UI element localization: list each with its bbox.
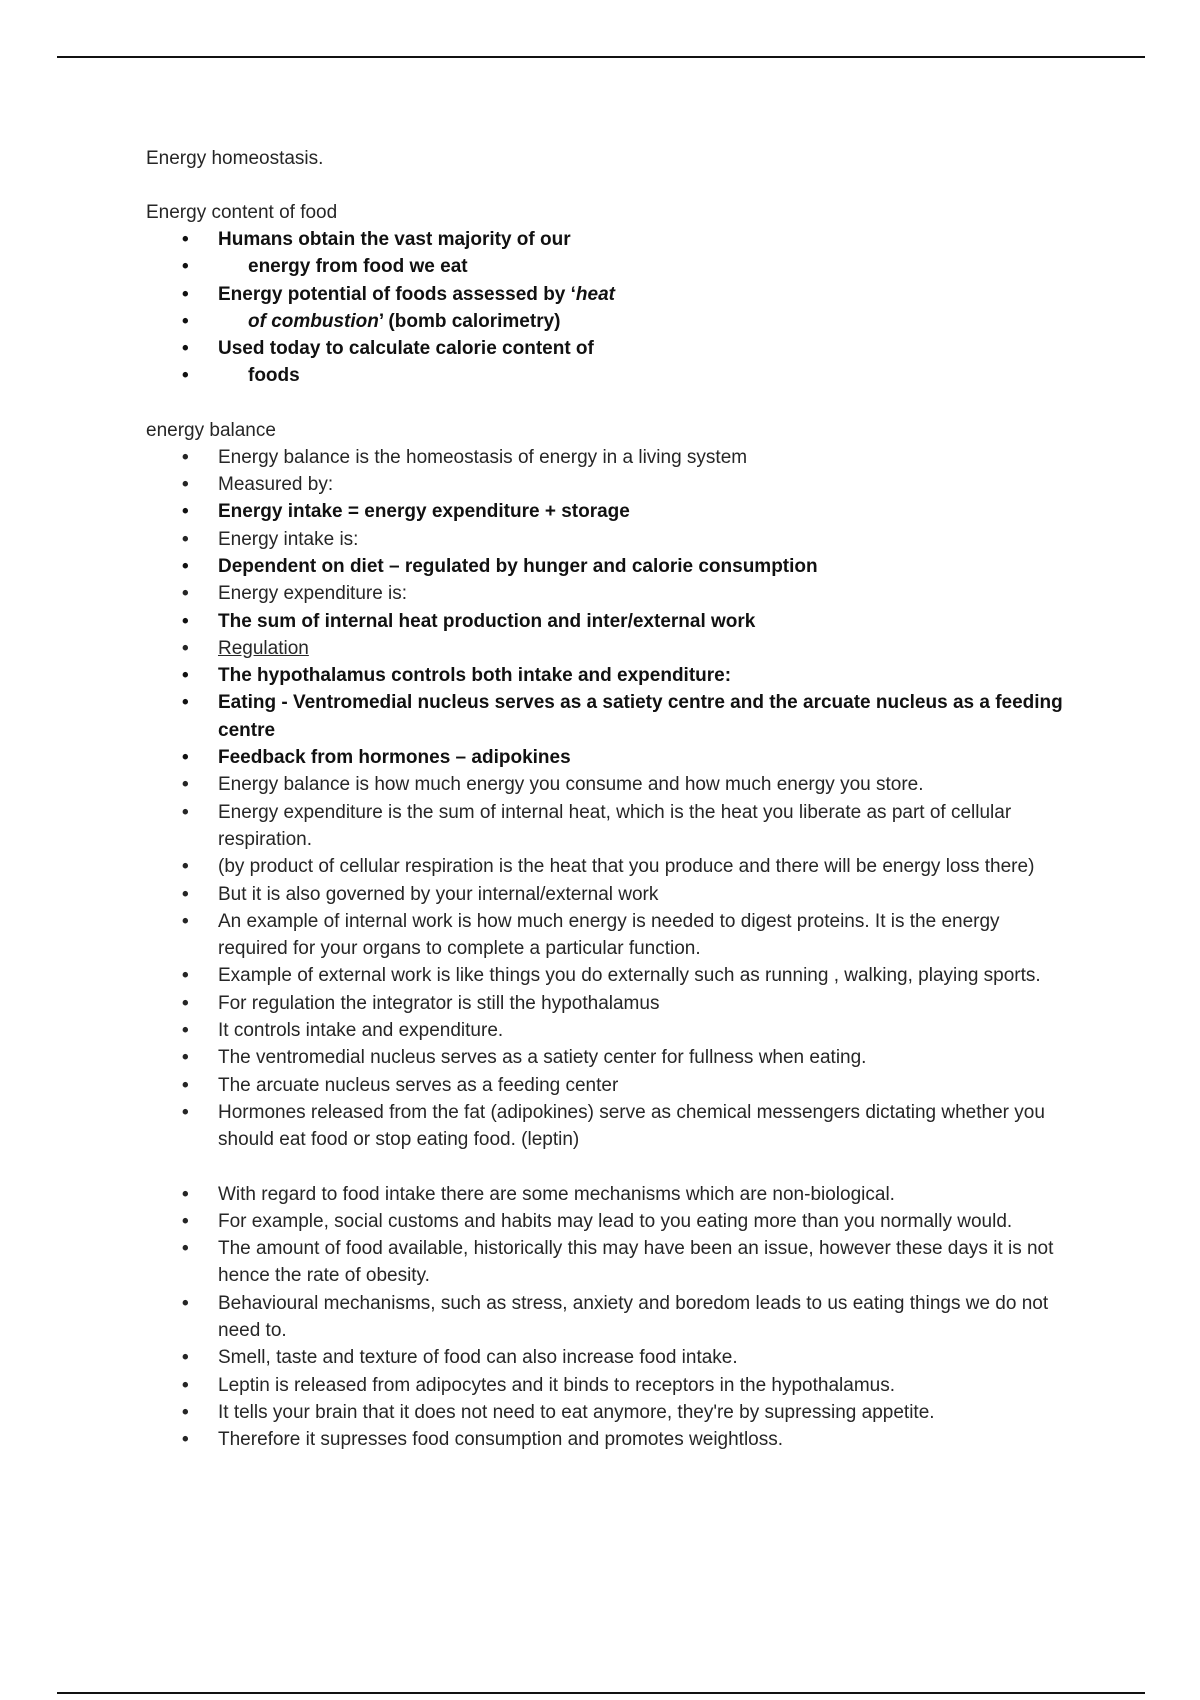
bullet-marker: • — [182, 692, 189, 714]
bullet-list — [146, 226, 1066, 390]
list-item: • (by product of cellular respiration is the heat that you produce and there will be energy loss there) — [146, 853, 1066, 880]
bullet-marker: • — [182, 229, 189, 250]
section-energy-balance — [146, 417, 1066, 1454]
bullet-marker: • — [182, 555, 189, 577]
list-item: • Used today to calculate calorie content of — [146, 335, 1066, 362]
bullet-marker: • — [182, 965, 189, 987]
bullet-marker: • — [182, 1374, 189, 1396]
list-item: • Example of external work is like things you do externally such as running , walking, playing sports. — [146, 962, 1066, 989]
bullet-marker: • — [182, 365, 189, 387]
list-item: • energy from food we eat — [146, 253, 1066, 280]
list-item: • Leptin is released from adipocytes and it binds to receptors in the hypothalamus. — [146, 1372, 1066, 1399]
list-item: • The sum of internal heat production and inter/external work — [146, 608, 1066, 635]
list-item: • An example of internal work is how much energy is needed to digest proteins. It is the energy required for your organs to complete a particular function. — [146, 908, 1066, 963]
bullet-marker: • — [182, 1183, 189, 1205]
list-item: • Energy balance is how much energy you consume and how much energy you store. — [146, 771, 1066, 798]
bullet-marker: • — [182, 474, 189, 496]
bullet-marker: • — [182, 1074, 189, 1096]
list-item: • The hypothalamus controls both intake and expenditure: — [146, 662, 1066, 689]
footer-rule — [57, 1692, 1145, 1694]
list-item: • Eating - Ventromedial nucleus serves as a satiety centre and the arcuate nucleus as a feeding centre — [146, 689, 1066, 744]
bullet-marker: • — [182, 583, 189, 605]
bullet-marker: • — [182, 446, 189, 468]
document-title: Energy homeostasis. — [146, 148, 324, 169]
list-item: • foods — [146, 362, 1066, 389]
bullet-marker: • — [182, 1292, 189, 1314]
list-item: • Energy intake is: — [146, 526, 1066, 553]
list-item: • Humans obtain the vast majority of our — [146, 226, 1066, 253]
list-item: • For example, social customs and habits may lead to you eating more than you normally would. — [146, 1208, 1066, 1235]
bullet-marker: • — [182, 610, 189, 632]
list-item: • Feedback from hormones – adipokines — [146, 744, 1066, 771]
bullet-marker: • — [182, 665, 189, 687]
bullet-list — [146, 1181, 1066, 1454]
list-item: • It controls intake and expenditure. — [146, 1017, 1066, 1044]
list-item: • Dependent on diet – regulated by hunger and calorie consumption — [146, 553, 1066, 580]
bullet-marker: • — [182, 528, 189, 550]
list-item: • Energy expenditure is: — [146, 580, 1066, 607]
list-item: • Energy expenditure is the sum of internal heat, which is the heat you liberate as part of cellular respiration. — [146, 799, 1066, 854]
bullet-marker: • — [182, 1047, 189, 1069]
bullet-marker: • — [182, 1238, 189, 1260]
bullet-marker: • — [182, 856, 189, 878]
bullet-marker: • — [182, 256, 189, 278]
bullet-marker: • — [182, 338, 189, 360]
bullet-list — [146, 444, 1066, 1154]
bullet-marker: • — [182, 1020, 189, 1042]
section-energy-content — [146, 199, 1066, 390]
bullet-marker: • — [182, 1210, 189, 1232]
paragraph-gap — [146, 1154, 1066, 1181]
list-item: • Therefore it supresses food consumption and promotes weightloss. — [146, 1426, 1066, 1453]
list-item: • Behavioural mechanisms, such as stress, anxiety and boredom leads to us eating things we do not need to. — [146, 1290, 1066, 1345]
section-heading: Energy content of food — [146, 202, 338, 223]
list-item: • Energy balance is the homeostasis of energy in a living system — [146, 444, 1066, 471]
list-item: • The ventromedial nucleus serves as a satiety center for fullness when eating. — [146, 1044, 1066, 1071]
list-item: • Measured by: — [146, 471, 1066, 498]
bullet-marker: • — [182, 883, 189, 905]
list-item: • of combustion’ (bomb calorimetry) — [146, 308, 1066, 335]
bullet-marker: • — [182, 1347, 189, 1369]
list-item: • Energy potential of foods assessed by ‘heat — [146, 281, 1066, 308]
list-item: • For regulation the integrator is still the hypothalamus — [146, 990, 1066, 1017]
bullet-marker: • — [182, 992, 189, 1014]
bullet-marker: • — [182, 501, 189, 523]
bullet-marker: • — [182, 283, 189, 305]
bullet-marker: • — [182, 801, 189, 823]
list-item: • But it is also governed by your internal/external work — [146, 881, 1066, 908]
bullet-marker: • — [182, 1429, 189, 1451]
bullet-marker: • — [182, 910, 189, 932]
list-item: • Energy intake = energy expenditure + storage — [146, 498, 1066, 525]
list-item: • Regulation — [146, 635, 1066, 662]
header-rule — [57, 56, 1145, 58]
bullet-marker: • — [182, 747, 189, 769]
list-item: • Hormones released from the fat (adipokines) serve as chemical messengers dictating whether you should eat food or stop eating food. (leptin) — [146, 1099, 1066, 1154]
list-item: • The amount of food available, historically this may have been an issue, however these days it is not hence the rate of obesity. — [146, 1235, 1066, 1290]
bullet-marker: • — [182, 637, 189, 659]
bullet-marker: • — [182, 774, 189, 796]
bullet-marker: • — [182, 310, 189, 332]
list-item: • The arcuate nucleus serves as a feeding center — [146, 1072, 1066, 1099]
bullet-marker: • — [182, 1101, 189, 1123]
list-item: • It tells your brain that it does not need to eat anymore, they're by supressing appetite. — [146, 1399, 1066, 1426]
document-body — [146, 145, 1066, 1453]
list-item: • Smell, taste and texture of food can also increase food intake. — [146, 1344, 1066, 1371]
list-item: • With regard to food intake there are some mechanisms which are non-biological. — [146, 1181, 1066, 1208]
bullet-marker: • — [182, 1401, 189, 1423]
section-heading: energy balance — [146, 419, 276, 441]
